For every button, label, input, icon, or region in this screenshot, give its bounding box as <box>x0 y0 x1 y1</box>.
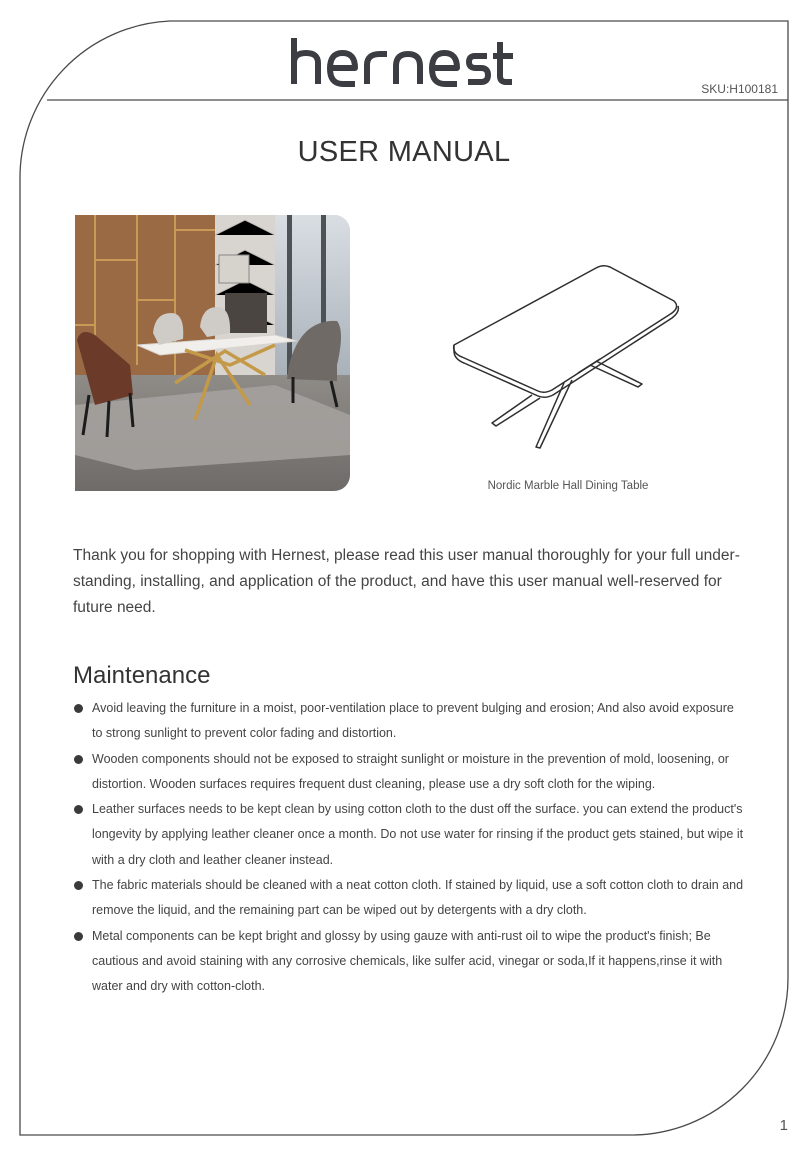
page-title: USER MANUAL <box>297 136 511 168</box>
list-item: Avoid leaving the furniture in a moist, poor-ventilation place to prevent bulging and erosion; And also avoid exposure to strong sunlight to prevent color fading and distortion. <box>73 696 745 747</box>
bullet-icon <box>74 805 83 814</box>
intro-paragraph: Thank you for shopping with Hernest, please read this user manual thoroughly for your full under-standing, installing, and application of the product, and have this user manual well-reserved for future need. <box>73 547 740 616</box>
product-caption: Nordic Marble Hall Dining Table <box>487 480 649 492</box>
list-item: The fabric materials should be cleaned with a neat cotton cloth. If stained by liquid, use a soft cotton cloth to drain and remove the liquid, and the remaining part can be wiped out by detergents with a dry cloth. <box>73 873 745 924</box>
list-item: Leather surfaces needs to be kept clean by using cotton cloth to the dust off the surface. you can extend the product's longevity by applying leather cleaner once a month. Do not use water for rinsing if the product gets stained, but wipe it with a dry cloth and leather cleaner instead. <box>73 797 745 873</box>
maintenance-list <box>73 696 745 1000</box>
table-line-drawing <box>440 255 690 455</box>
bullet-icon <box>74 932 83 941</box>
sku-label: SKU:H100181 <box>701 82 778 96</box>
list-item: Wooden components should not be exposed to straight sunlight or moisture in the prevention of mold, loosening, or distortion. Wooden surfaces requires frequent dust cleaning, please use a dry soft cloth for the wiping. <box>73 747 745 798</box>
product-photo <box>75 215 350 491</box>
hernest-logo <box>288 36 520 92</box>
bullet-icon <box>74 704 83 713</box>
page-number: 1 <box>779 1117 788 1134</box>
maintenance-heading: Maintenance <box>73 662 211 689</box>
list-item: Metal components can be kept bright and glossy by using gauze with anti-rust oil to wipe the product's finish; Be cautious and avoid staining with any corrosive chemicals, like sulfer acid, vinegar or soda,If it happens,rinse it with water and dry with cotton-cloth. <box>73 924 745 1000</box>
bullet-icon <box>74 755 83 764</box>
bullet-icon <box>74 881 83 890</box>
